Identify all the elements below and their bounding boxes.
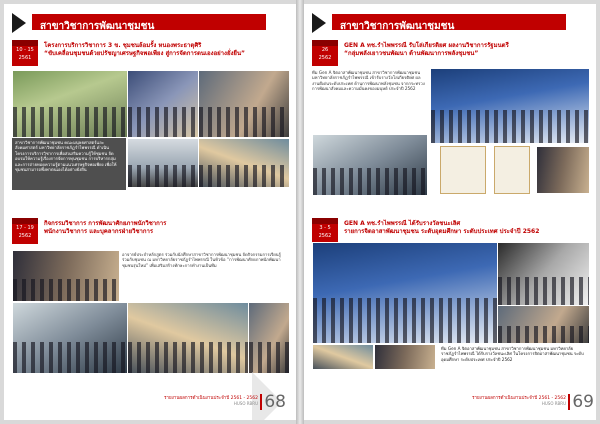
calendar-icon: [312, 218, 338, 224]
item-title: GEN A ทช.รำไพพรรณี รับโล่เกียรติยศ ผลงานวิชาการรัฐมนตรี: [344, 42, 509, 49]
photo-discussion: [198, 138, 290, 188]
item-title: GEN A ทช.รำไพพรรณี ได้รับรางวัลชนะเลิศ: [344, 220, 461, 227]
left-page: [4, 4, 296, 420]
date-badge-4: 3 - 5 2562: [312, 218, 338, 244]
photo-workshop: [127, 138, 199, 188]
right-page: [304, 4, 596, 420]
photo-training: [127, 70, 199, 138]
photo-presentation: [497, 242, 590, 306]
item-caption: ทีม Gen A จิตอาสาพัฒนาชุมชน สาขาวิชาการพัฒนาชุมชน มหาวิทยาลัยราชภัฏรำไพพรรณี ได้รับรางวัลชนะเลิศ ในโครงการจิตอาสาพัฒนาชุมชน ระดับอุดมศึกษา ระดับประเทศ ประจำปี 2562: [438, 344, 588, 372]
photo-group-meeting: [198, 70, 290, 138]
right-section-header: [312, 12, 596, 34]
header-arrow-icon: [312, 13, 326, 33]
item-caption: อาจารย์ประจำหลักสูตร ร่วมกับนักศึกษาสาขาวิชาการพัฒนาชุมชน จัดกิจกรรมการเรียนรู้ร่วมกับชุมชน ณ มหาวิทยาลัยราชภัฏรำไพพรรณี ในหัวข้อ “การพัฒนาศักยภาพนักพัฒนาชุมชนรุ่นใหม่” เพื่อเสริมสร้างทักษะการทำงานเป็นทีม: [122, 252, 281, 268]
left-item-2: [4, 218, 296, 368]
left-section-header: [12, 12, 296, 34]
footer-org: HUSO RBRU: [233, 401, 258, 406]
header-arrow-icon: [12, 13, 26, 33]
photo-group-standing: [12, 302, 128, 374]
page-number: 69: [572, 392, 594, 412]
left-section-title: สาขาวิชาการพัฒนาชุมชน: [40, 21, 155, 32]
footer-org: HUSO RBRU: [541, 401, 566, 406]
photo-winners-on-stage: [312, 242, 498, 344]
item-title: กิจกรรมวิชาการ การพัฒนาศักยภาพนักวิชาการ: [44, 220, 167, 227]
item-subtitle: พนักงานวิชาการ และบุคลากรฝ่ายวิชาการ: [44, 228, 154, 235]
right-item-2: [304, 218, 596, 368]
left-item-1: [4, 40, 296, 190]
item-caption: สาขาวิชาการพัฒนาชุมชน คณะมนุษยศาสตร์และสังคมศาสตร์ มหาวิทยาลัยราชภัฏรำไพพรรณี ดำเนินโครงการบริการวิชาการเพื่อส่งเสริมความรู้ให้ชุมชน จัดอบรมให้ความรู้เรื่องการจัดการทุนชุมชน การบริหารกลุ่ม และการถ่ายทอดความรู้ตามแนวเศรษฐกิจพอเพียง เพื่อให้ชุมชนสามารถพึ่งพาตนเองได้อย่างยั่งยืน: [12, 138, 126, 190]
page-number: 68: [264, 392, 286, 412]
footer-report-title: รายงานผลการดำเนินงานประจำปี 2561 - 2562: [472, 396, 566, 401]
photo-activity: [127, 302, 249, 374]
photo-community-visit: [12, 70, 128, 138]
photo-audience: [312, 344, 374, 370]
calendar-icon: [312, 40, 338, 46]
date-badge-3: 26 2562: [312, 40, 338, 66]
photo-plaque: [536, 146, 590, 194]
photo-meeting: [497, 305, 590, 344]
left-footer: [88, 392, 288, 414]
right-section-title: สาขาวิชาการพัฒนาชุมชน: [340, 21, 455, 32]
item-subtitle: รายการจิตอาสาพัฒนาชุมชน ระดับอุดมศึกษา ระดับประเทศ ประจำปี 2562: [344, 228, 540, 235]
photo-award-stage: [430, 68, 590, 144]
photo-group-seated: [12, 250, 120, 302]
date-badge-1: 10 - 15 2561: [12, 40, 38, 66]
certificate-image: [494, 146, 530, 194]
calendar-icon: [12, 40, 38, 46]
certificate-image: [440, 146, 486, 194]
item-subtitle: “กลุ่มพลังเยาวชนพัฒนา ด้านพัฒนาการพลังชุมชน”: [344, 50, 479, 57]
photo-ceremony: [374, 344, 436, 370]
book-spine: [296, 0, 304, 424]
item-subtitle: “ขับเคลื่อนชุมชนด้วยปรัชญาเศรษฐกิจพอเพียง สู่การจัดการตนเองอย่างยั่งยืน”: [44, 50, 245, 57]
photo-award-group: [312, 134, 428, 196]
calendar-icon: [12, 218, 38, 224]
right-footer: [424, 392, 596, 414]
photo-presenter: [248, 302, 290, 374]
item-caption: ทีม Gen A จิตอาสาพัฒนาชุมชน สาขาวิชาการพัฒนาชุมชน มหาวิทยาลัยราชภัฏรำไพพรรณี เข้ารับรางวัลโล่เกียรติยศ ผลงานดีเด่นระดับประเทศ ด้านการพัฒนาพลังชุมชน จากกระทรวงการพัฒนาสังคมและความมั่นคงของมนุษย์ ประจำปี 2562: [312, 70, 425, 92]
right-item-1: [304, 40, 596, 210]
date-badge-2: 17 - 19 2562: [12, 218, 38, 244]
footer-report-title: รายงานผลการดำเนินงานประจำปี 2561 - 2562: [164, 396, 258, 401]
item-title: โครงการบริการวิชาการ 3 ข. ชุมชนล้อมรั้ง หนองพระธาตุศิริ: [44, 42, 202, 49]
